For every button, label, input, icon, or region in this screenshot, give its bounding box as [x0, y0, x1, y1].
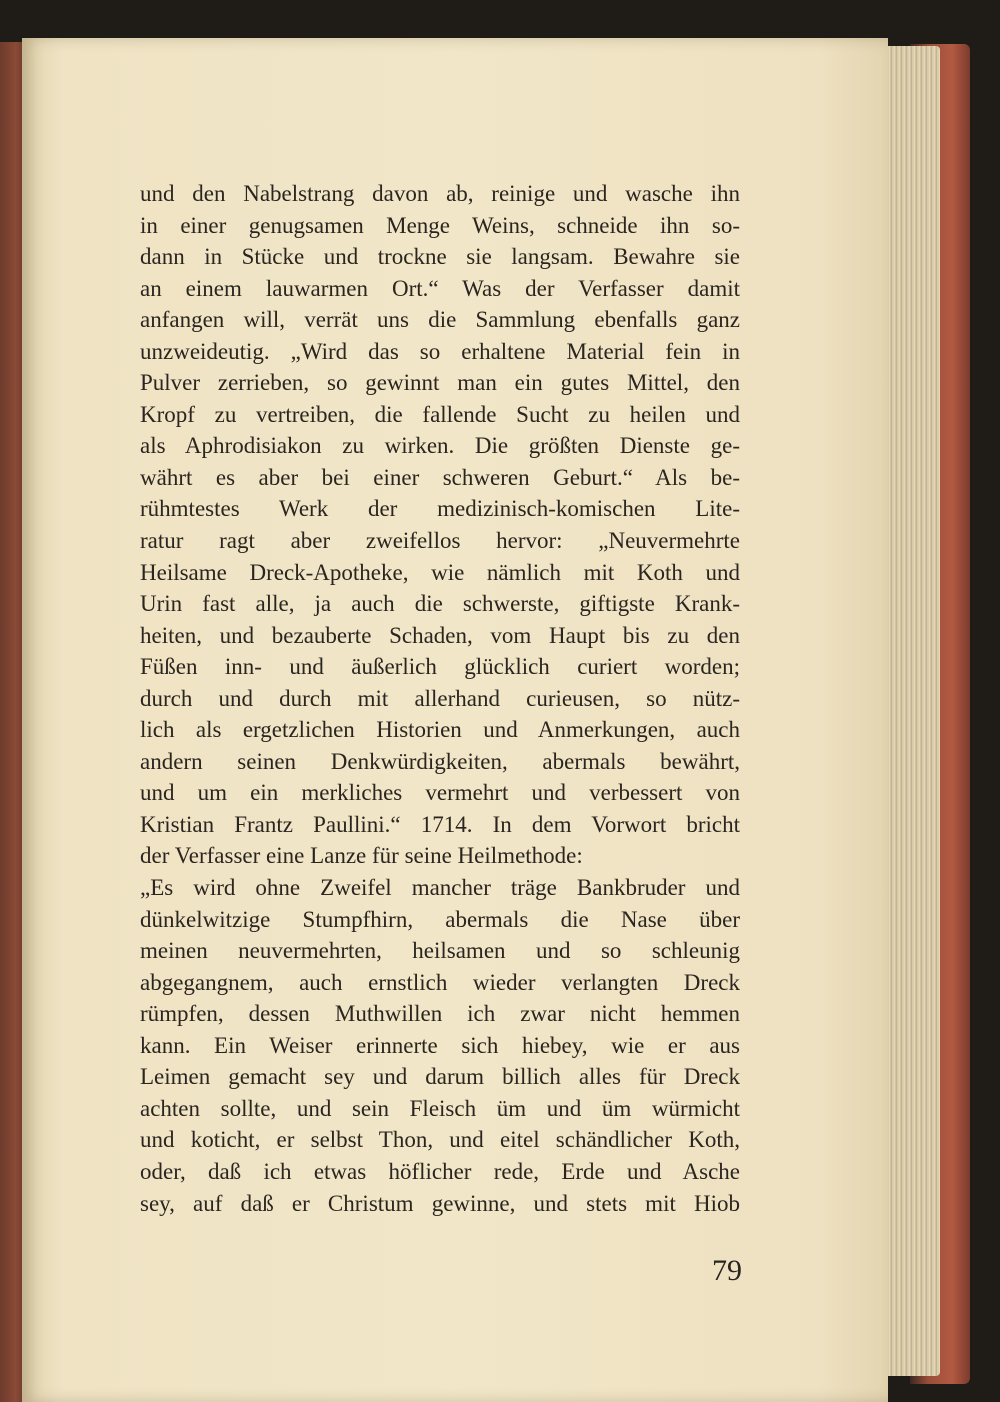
text-line: und koticht, er selbst Thon, und eitel schändlicher Koth, [140, 1127, 740, 1153]
text-line: sey, auf daß er Christum gewinne, und stets mit Hiob [140, 1190, 740, 1216]
text-line: rümpfen, dessen Muthwillen ich zwar nicht hemmen [140, 1001, 740, 1027]
body-text [140, 178, 740, 1219]
text-line: andern seinen Denkwürdigkeiten, abermals bewährt, [140, 748, 740, 774]
text-line: dann in Stücke und trockne sie langsam. Bewahre sie [140, 244, 740, 270]
text-line: an einem lauwarmen Ort.“ Was der Verfasser damit [140, 275, 740, 301]
page-number: 79 [712, 1254, 742, 1287]
text-line: Pulver zerrieben, so gewinnt man ein gutes Mittel, den [140, 370, 740, 396]
text-line: kann. Ein Weiser erinnerte sich hiebey, wie er aus [140, 1032, 740, 1058]
text-line: dünkelwitzige Stumpfhirn, abermals die Nase über [140, 906, 740, 932]
text-line: Heilsame Dreck-Apotheke, wie nämlich mit Koth und [140, 559, 740, 585]
text-line: lich als ergetzlichen Historien und Anmerkungen, auch [140, 717, 740, 743]
text-line: in einer genugsamen Menge Weins, schneide ihn so- [140, 212, 740, 238]
book-page [22, 38, 888, 1402]
text-line: unzweideutig. „Wird das so erhaltene Material fein in [140, 338, 740, 364]
text-line: Kristian Frantz Paullini.“ 1714. In dem Vorwort bricht [140, 811, 740, 837]
text-line: Füßen inn- und äußerlich glücklich curiert worden; [140, 654, 740, 680]
text-line: rühmtestes Werk der medizinisch-komischen Lite- [140, 496, 740, 522]
text-line: Leimen gemacht sey und darum billich alles für Dreck [140, 1064, 740, 1090]
text-line: abgegangnem, auch ernstlich wieder verlangten Dreck [140, 969, 740, 995]
text-line: achten sollte, und sein Fleisch üm und üm würmicht [140, 1095, 740, 1121]
text-line: ratur ragt aber zweifellos hervor: „Neuvermehrte [140, 528, 740, 554]
text-line: heiten, und bezauberte Schaden, vom Haupt bis zu den [140, 622, 740, 648]
text-line: „Es wird ohne Zweifel mancher träge Bankbruder und [140, 875, 740, 901]
text-line: und um ein merkliches vermehrt und verbessert von [140, 780, 740, 806]
text-line: Kropf zu vertreiben, die fallende Sucht zu heilen und [140, 401, 740, 427]
text-line: anfangen will, verrät uns die Sammlung ebenfalls ganz [140, 307, 740, 333]
text-line: oder, daß ich etwas höflicher rede, Erde und Asche [140, 1158, 740, 1184]
text-line: als Aphrodisiakon zu wirken. Die größten Dienste ge- [140, 433, 740, 459]
text-line: meinen neuvermehrten, heilsamen und so schleunig [140, 938, 740, 964]
text-line: Urin fast alle, ja auch die schwerste, giftigste Krank- [140, 591, 740, 617]
text-line: währt es aber bei einer schweren Geburt.“ Als be- [140, 464, 740, 490]
text-line: der Verfasser eine Lanze für seine Heilmethode: [140, 843, 583, 869]
text-line: durch und durch mit allerhand curieusen, so nütz- [140, 685, 740, 711]
text-line: und den Nabelstrang davon ab, reinige und wasche ihn [140, 181, 740, 206]
